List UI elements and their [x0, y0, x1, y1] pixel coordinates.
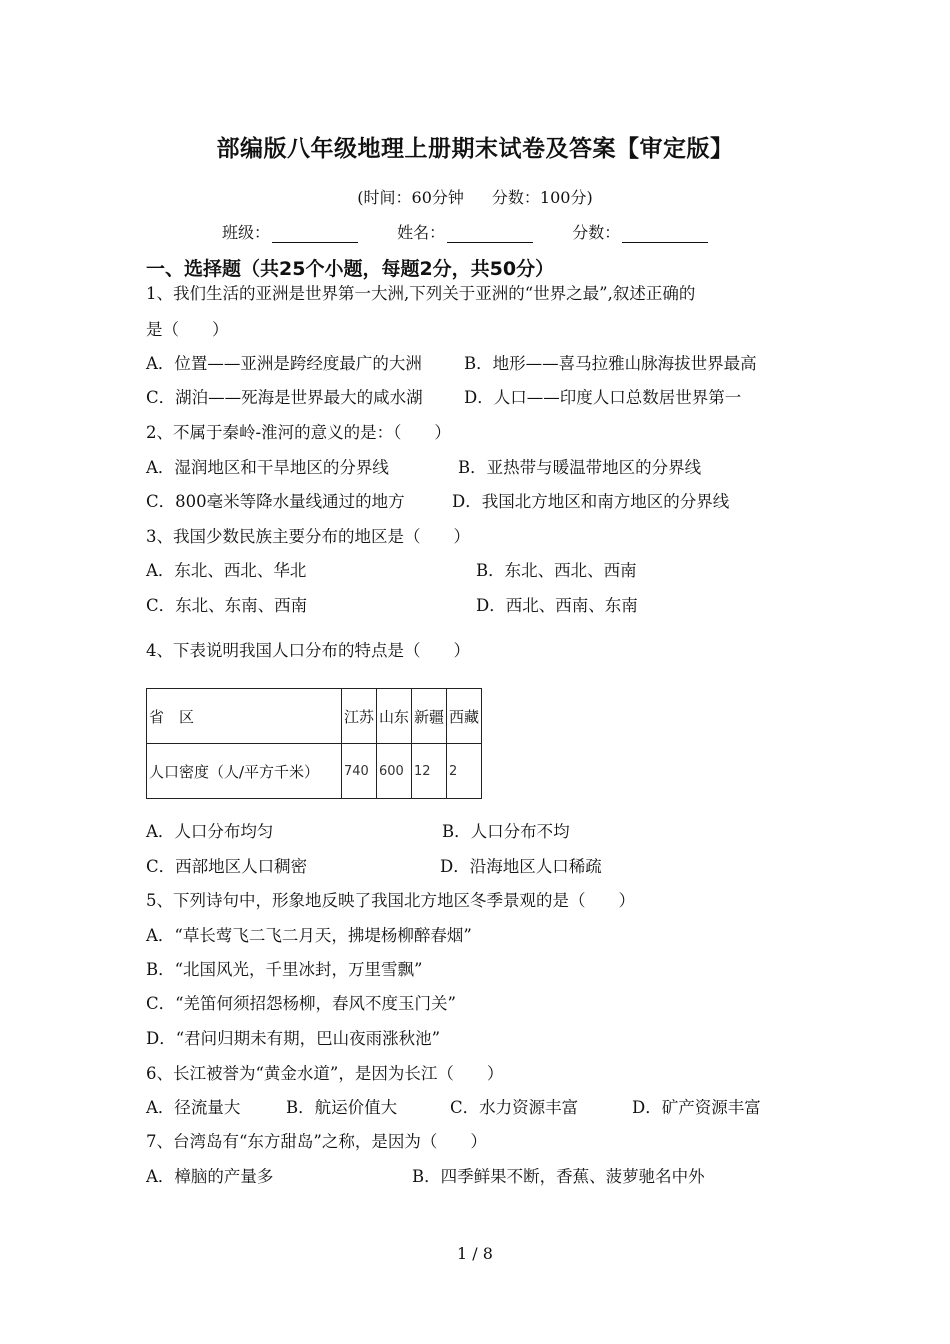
q4-option-c: C．西部地区人口稠密 [146, 857, 308, 876]
score-label: 分数： [572, 223, 621, 242]
q5-stem: 5、下列诗句中，形象地反映了我国北方地区冬季景观的是（ ） [146, 891, 635, 910]
q5-option-a: A．“草长莺飞二飞二月天，拂堤杨柳醉春烟” [146, 926, 472, 945]
q4-stem: 4、下表说明我国人口分布的特点是（ ） [146, 641, 470, 660]
q1-stem-line1: 1、我们生活的亚洲是世界第一大洲,下列关于亚洲的“世界之最”,叙述正确的 [146, 284, 696, 303]
q2-option-d: D．我国北方地区和南方地区的分界线 [452, 492, 730, 511]
q4-option-a: A．人口分布均匀 [146, 822, 274, 841]
q3-stem: 3、我国少数民族主要分布的地区是（ ） [146, 527, 470, 546]
table-cell: 人口密度（人/平方千米） [147, 744, 342, 799]
score-field [572, 220, 708, 243]
q6-stem: 6、长江被誉为“黄金水道”，是因为长江（ ） [146, 1064, 504, 1083]
exam-meta [0, 185, 950, 208]
q4-option-b: B．人口分布不均 [442, 822, 570, 841]
table-header-cell: 新疆 [412, 689, 447, 744]
table-cell: 600 [377, 744, 412, 799]
table-header-cell: 省 区 [147, 689, 342, 744]
table-cell: 2 [447, 744, 482, 799]
score-blank [622, 226, 708, 243]
section-heading: 一、选择题（共25个小题，每题2分，共50分） [146, 258, 555, 280]
q2-options-row2 [146, 488, 730, 512]
q5-option-b: B．“北国风光，千里冰封，万里雪飘” [146, 960, 423, 979]
q2-option-b: B．亚热带与暖温带地区的分界线 [458, 458, 702, 477]
class-field [222, 220, 358, 243]
q2-option-a: A．湿润地区和干旱地区的分界线 [146, 458, 389, 477]
table-header-cell: 江苏 [342, 689, 377, 744]
q3-options-row2 [146, 592, 638, 616]
q7-option-b: B．四季鲜果不断，香蕉、菠萝驰名中外 [412, 1167, 705, 1186]
table-row [147, 744, 482, 799]
q6-option-d: D．矿产资源丰富 [632, 1098, 761, 1117]
q1-option-c: C．湖泊——死海是世界最大的咸水湖 [146, 388, 423, 407]
q2-option-c: C．800毫米等降水量线通过的地方 [146, 492, 405, 511]
exam-total-score: 分数：100分) [491, 188, 593, 207]
table-header-cell: 山东 [377, 689, 412, 744]
q4-options-row2 [146, 853, 602, 877]
q3-option-a: A．东北、西北、华北 [146, 561, 307, 580]
class-label: 班级： [222, 223, 271, 242]
q3-option-b: B．东北、西北、西南 [476, 561, 637, 580]
name-label: 姓名： [397, 223, 446, 242]
q1-option-a: A．位置——亚洲是跨经度最广的大洲 [146, 354, 422, 373]
q4-options-row1 [146, 818, 570, 842]
q3-option-c: C．东北、东南、西南 [146, 596, 308, 615]
q2-stem: 2、不属于秦岭-淮河的意义的是：（ ） [146, 423, 451, 442]
name-field [397, 220, 533, 243]
table-cell: 12 [412, 744, 447, 799]
q1-options-row1 [146, 350, 757, 374]
q6-option-c: C．水力资源丰富 [450, 1098, 579, 1117]
q3-option-d: D．西北、西南、东南 [476, 596, 638, 615]
name-blank [447, 226, 533, 243]
page-number: 1 / 8 [457, 1244, 493, 1263]
q1-stem-line2: 是（ ） [146, 320, 229, 339]
q1-option-b: B．地形——喜马拉雅山脉海拔世界最高 [464, 354, 757, 373]
q2-options-row1 [146, 454, 702, 478]
q1-option-d: D．人口——印度人口总数居世界第一 [464, 388, 742, 407]
class-blank [272, 226, 358, 243]
q1-options-row2 [146, 384, 742, 408]
student-info [222, 220, 742, 243]
q5-option-c: C．“羌笛何须招怨杨柳，春风不度玉门关” [146, 994, 456, 1013]
q6-option-a: A．径流量大 [146, 1098, 241, 1117]
exam-time: (时间：60分钟 [357, 188, 464, 207]
population-density-table [146, 688, 482, 799]
table-header-cell: 西藏 [447, 689, 482, 744]
table-cell: 740 [342, 744, 377, 799]
q7-options-row [146, 1163, 705, 1187]
q6-option-b: B．航运价值大 [286, 1098, 398, 1117]
q3-options-row1 [146, 557, 637, 581]
q6-options-row [146, 1094, 761, 1118]
q5-option-d: D．“君问归期未有期，巴山夜雨涨秋池” [146, 1029, 441, 1048]
q7-option-a: A．樟脑的产量多 [146, 1167, 274, 1186]
document-title: 部编版八年级地理上册期末试卷及答案【审定版】 [216, 136, 734, 162]
table-row [147, 689, 482, 744]
q4-option-d: D．沿海地区人口稀疏 [440, 857, 602, 876]
q7-stem: 7、台湾岛有“东方甜岛”之称，是因为（ ） [146, 1132, 487, 1151]
